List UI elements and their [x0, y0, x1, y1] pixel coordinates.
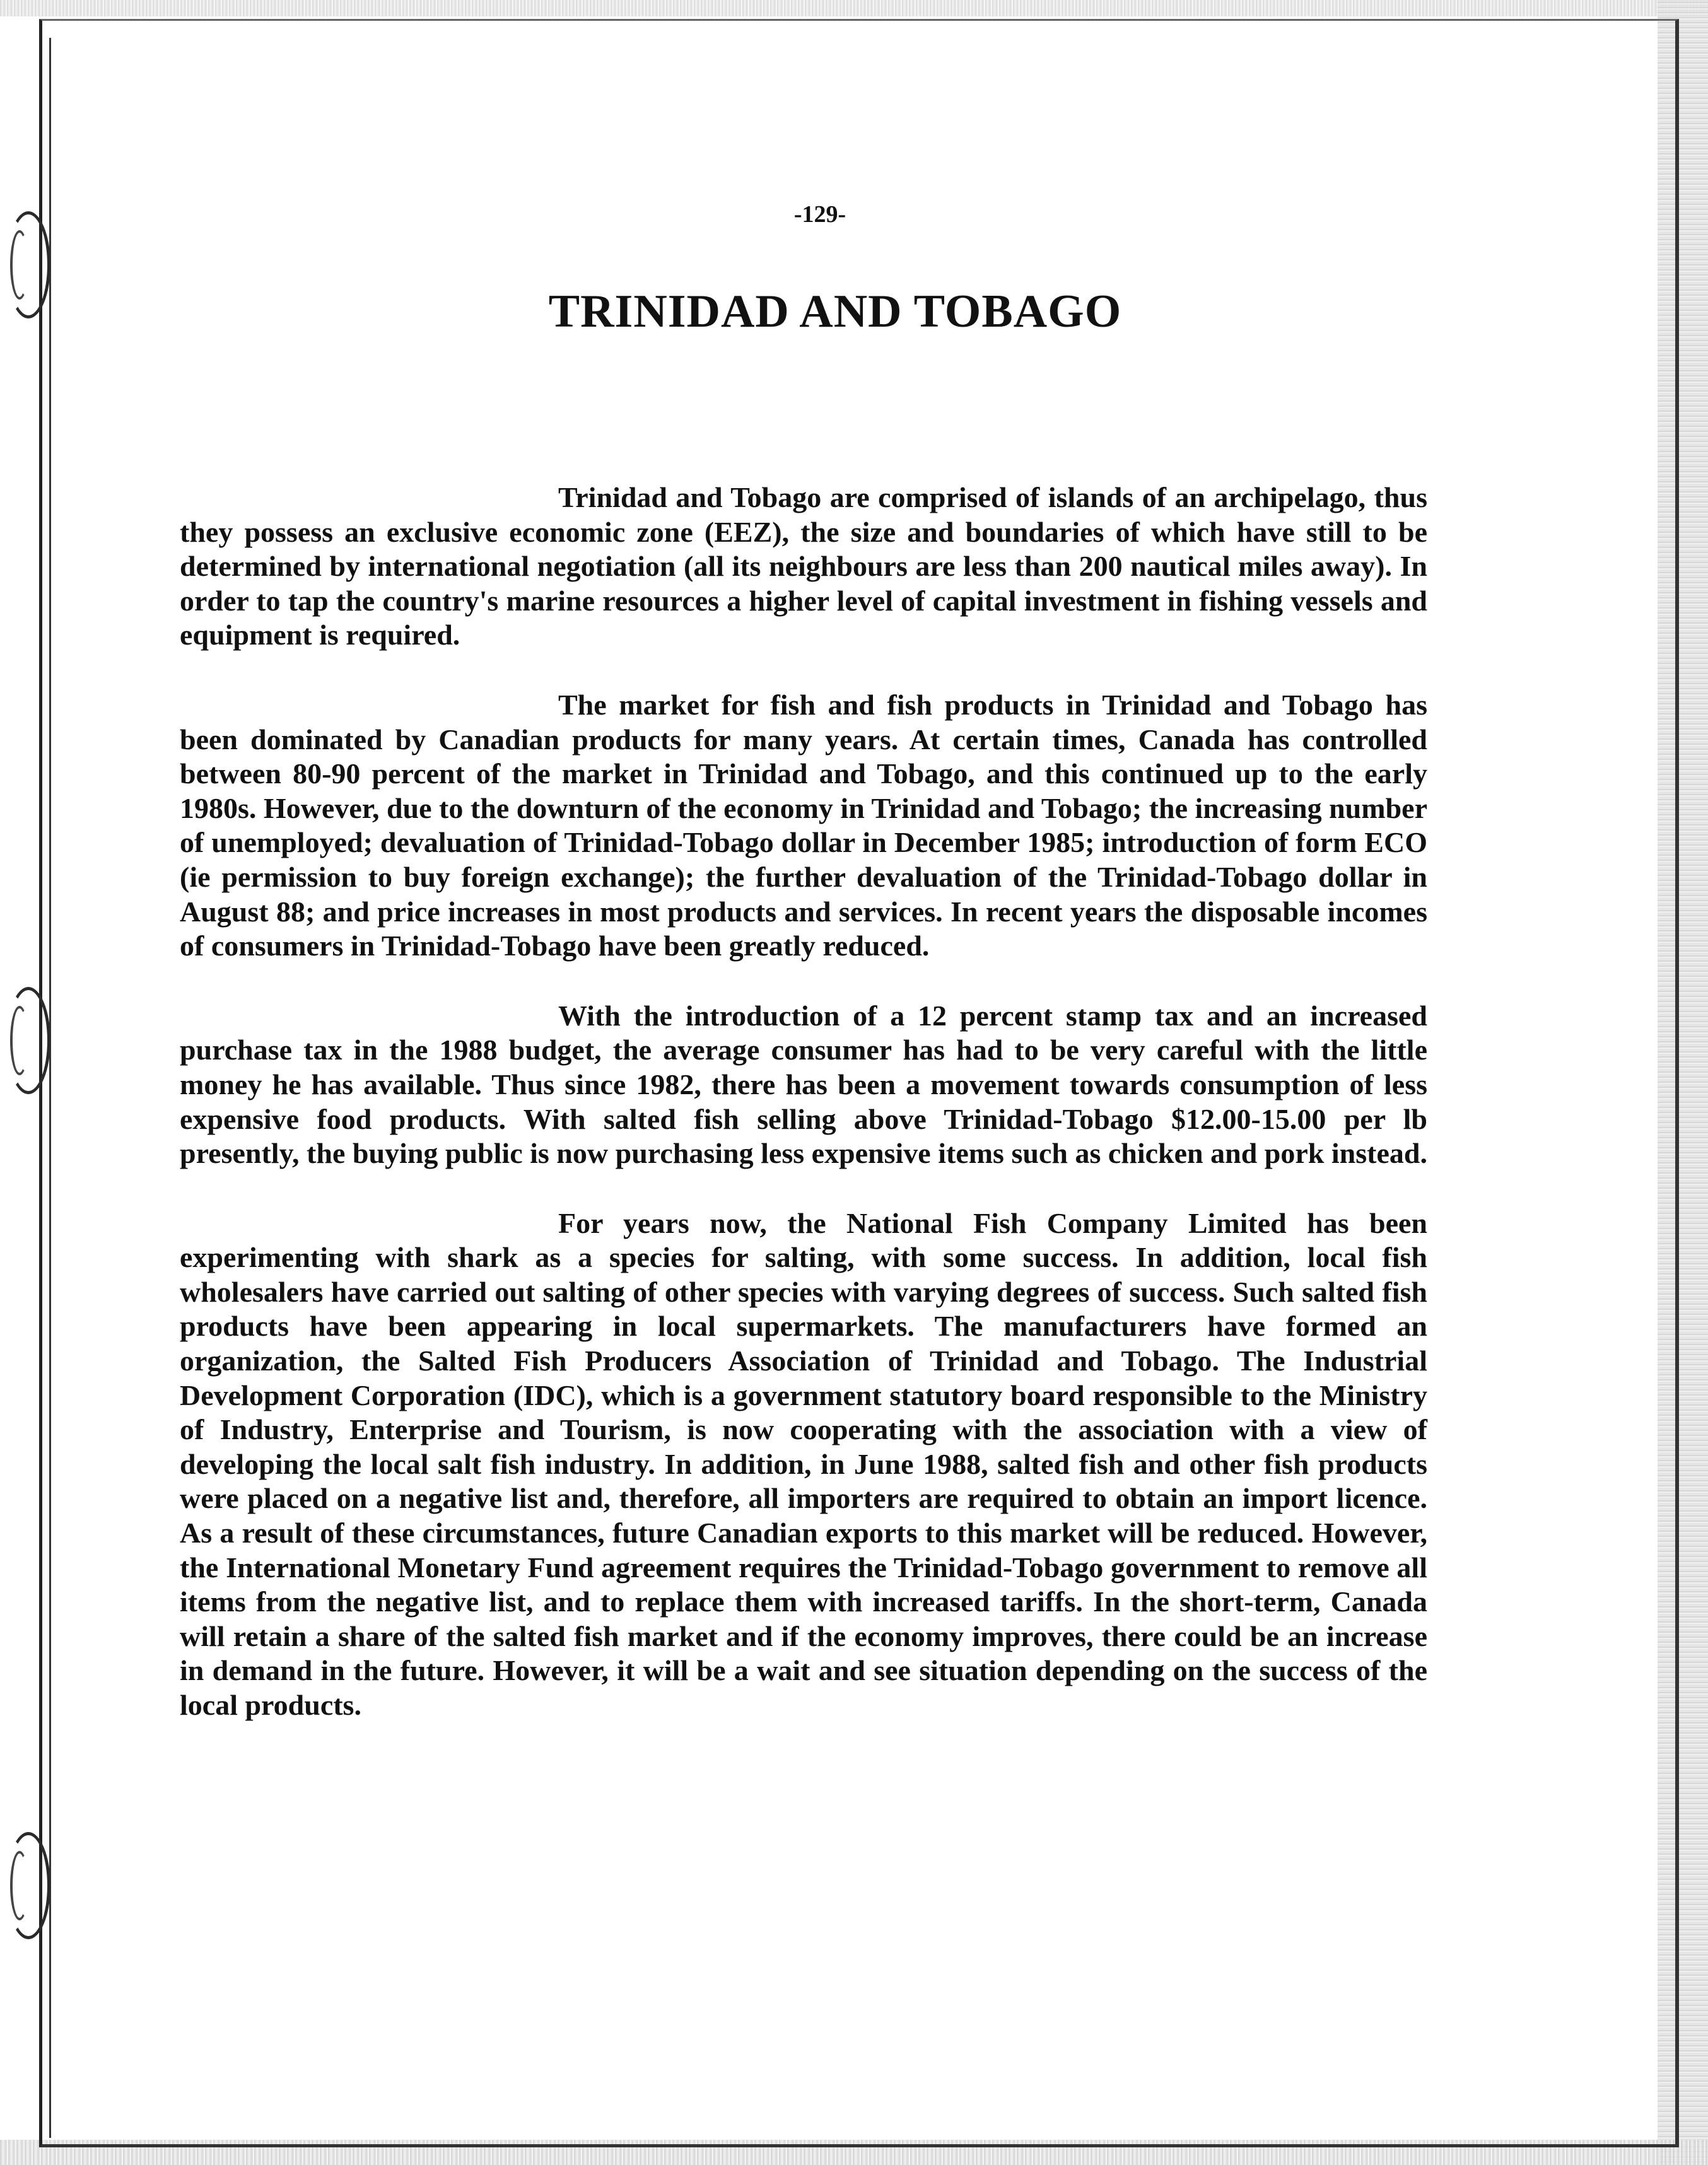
paragraph-taxes: With the introduction of a 12 percent stamp tax and an increased purchase tax in the 1988 budget, the average consumer has had to be very careful with the little money he has available. Thus since 1982, there has been a movement towards consumption of less expensive food products. With salted fish selling above Trinidad-Tobago $12.00-15.00 per lb presently, the buying public is now purchasing less expensive items such as chicken and pork instead. — [180, 999, 1427, 1170]
page-number: -129- — [793, 201, 846, 228]
binder-margin-rule — [49, 38, 51, 2138]
scan-edge-top — [0, 0, 1708, 16]
paragraph-market: The market for fish and fish products in Trinidad and Tobago has been dominated by Canadian products for many years. At certain times, Canada has controlled between 80-90 percent of the market in Trinidad and Tobago, and this continued up to the early 1980s. However, due to the downturn of the economy in Trinidad and Tobago; the increasing number of unemployed; devaluation of Trinidad-Tobago dollar in December 1985; introduction of form ECO (ie permission to buy foreign exchange); the further devaluation of the Trinidad-Tobago dollar in August 88; and price increases in most products and services. In recent years the disposable incomes of consumers in Trinidad-Tobago have been greatly reduced. — [180, 688, 1427, 962]
binder-ring-hole-inner — [10, 1006, 29, 1075]
binder-ring-hole-inner — [10, 1851, 29, 1920]
paragraph-local-production: For years now, the National Fish Company Limited has been experimenting with shark as a species for salting, with some success. In addition, local fish wholesalers have carried out salting of other species with varying degrees of success. Such salted fish products have been appearing in local supermarkets. The manufacturers have formed an organization, the Salted Fish Producers Association of Trinidad and Tobago. The Industrial Development Corporation (IDC), which is a government statutory board responsible to the Ministry of Industry, Enterprise and Tourism, is now cooperating with the association with a view of developing the local salt fish industry. In addition, in June 1988, salted fish and other fish products were placed on a negative list and, therefore, all importers are required to obtain an import licence. As a result of these circumstances, future Canadian exports to this market will be reduced. However, the International Monetary Fund agreement requires the Trinidad-Tobago government to remove all items from the negative list, and to replace them with increased tariffs. In the short-term, Canada will retain a share of the salted fish market and if the economy improves, there could be an increase in demand in the future. However, it will be a wait and see situation depending on the success of the local products. — [180, 1206, 1427, 1721]
document-body — [180, 481, 1427, 1758]
paragraph-eez: Trinidad and Tobago are comprised of islands of an archipelago, thus they possess an exclusive economic zone (EEZ), the size and boundaries of which have still to be determined by international negotiation (all its neighbours are less than 200 nautical miles away). In order to tap the country's marine resources a higher level of capital investment in fishing vessels and equipment is required. — [180, 481, 1427, 651]
page-title: TRINIDAD AND TOBAGO — [548, 286, 1122, 337]
